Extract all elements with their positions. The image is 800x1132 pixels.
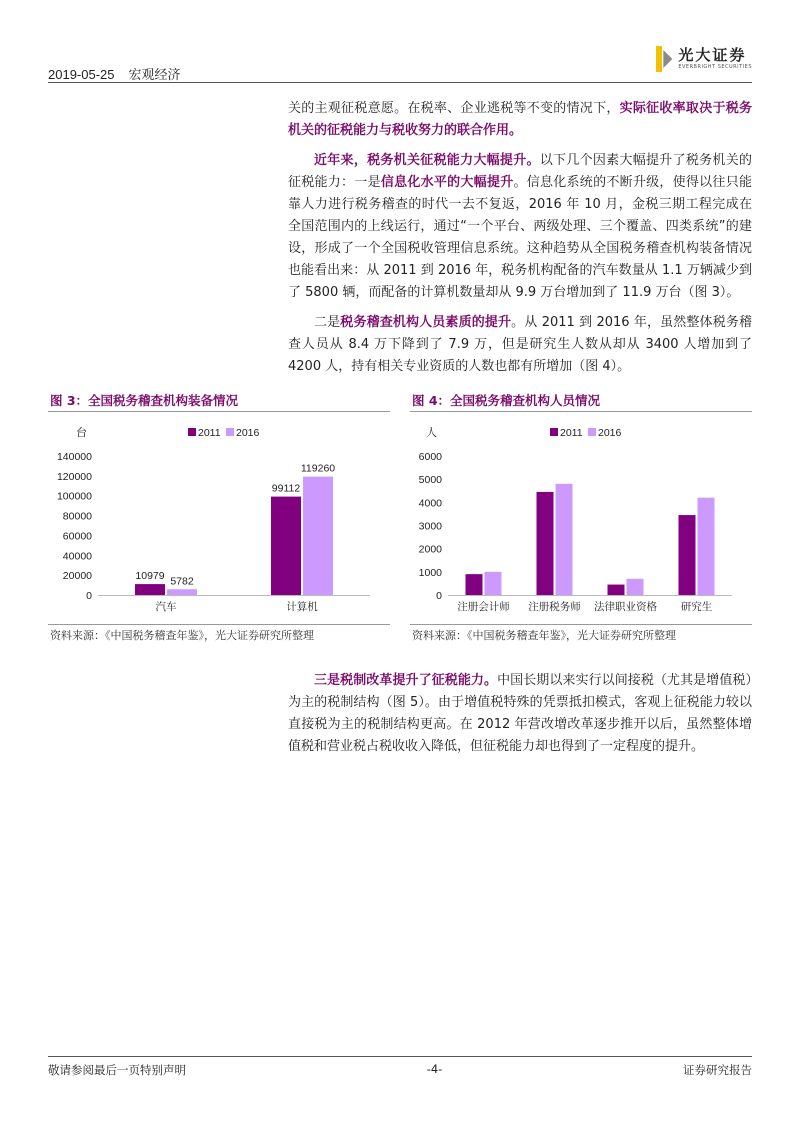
paragraph-1 [288,98,752,142]
report-category: 宏观经济 [128,67,181,82]
y-tick-label: 60000 [62,530,92,543]
figure4-chart [410,418,752,618]
x-tick-label: 法律职业资格 [594,601,657,613]
paragraph-2 [288,150,752,304]
para2-highlight-2: 信息化水平的大幅提升 [380,175,514,190]
footer-report-type: 证券研究报告 [683,1063,752,1077]
unit-label: 人 [426,427,437,439]
data-label: 10979 [135,570,165,583]
y-tick-label: 120000 [56,470,92,483]
legend-swatch-2016 [226,428,234,436]
para2-highlight-1: 近年来，税务机关征税能力大幅提升。 [314,153,540,168]
header-rule [48,82,752,83]
figure4-top-rule [410,411,752,412]
para2-text-1: 以下几个因素大幅提升了税务机关的征税能力：一是 [288,153,752,190]
legend-swatch-2016 [588,428,596,436]
bar-2011-注册会计师 [466,574,483,595]
figure3-chart [48,418,390,618]
figure3-chart-svg [48,418,390,618]
figure3-source: 资料来源：《中国税务稽查年鉴》，光大证券研究所整理 [50,629,314,642]
para4-highlight: 三是税制改革提升了征税能力。 [314,673,498,688]
paragraph-4 [288,670,752,758]
bar-2016-注册会计师 [485,572,502,595]
upper-body-text [288,98,752,386]
bar-2011-研究生 [679,515,696,595]
logo-text-cn: 光大证券 [678,46,747,64]
legend-label-2016: 2016 [236,427,260,439]
x-tick-label: 注册税务师 [528,601,581,613]
page-header [48,44,752,80]
x-tick-label: 汽车 [155,601,177,613]
page-number: -4- [426,1062,443,1076]
footer-rule [48,1056,752,1057]
brand-logo [656,46,752,72]
y-tick-label: 0 [86,590,92,602]
para4-text: 中国长期以来实行以间接税（尤其是增值税）为主的税制结构（图 5）。由于增值税特殊的凭票抵扣模式，客观上征税能力较以直接税为主的税制结构更高。在 2012 年营改增改革逐步推开以后，虽然整体增值税和营业税占税收收入降低，但征税能力却也得到了一定程度的提升。 [288,673,752,754]
data-label: 99112 [271,482,301,495]
y-tick-label: 40000 [62,550,92,563]
data-label: 119260 [300,462,336,475]
lower-body-text [288,670,752,766]
y-tick-label: 20000 [62,570,92,583]
x-tick-label: 注册会计师 [457,601,510,613]
y-tick-label: 3000 [418,520,442,533]
figure4-bottom-rule [410,624,752,625]
figure3-bottom-rule [48,624,390,625]
para3-text-2: 。从 2011 到 2016 年，虽然整体税务稽查人员从 8.4 万下降到了 7.9 万，但是研究生人数从却从 3400 人增加到了 4200 人，持有相关专业资质的人数也都有所增加（图 4）。 [288,315,752,374]
para3-text-1: 二是 [314,315,341,330]
bar-2011-法律职业资格 [608,585,625,595]
y-tick-label: 2000 [418,543,442,556]
data-label: 5782 [170,575,194,588]
unit-label: 台 [76,427,87,439]
y-tick-label: 100000 [56,490,92,503]
y-tick-label: 140000 [56,451,92,463]
paragraph-3 [288,312,752,378]
header-date-category [48,64,181,83]
y-tick-label: 80000 [62,510,92,523]
y-tick-label: 5000 [418,474,442,487]
bar-2016-法律职业资格 [627,579,644,595]
para1-highlight: 实际征收率取决于税务机关的征税能力与税收努力的联合作用。 [288,101,752,138]
x-tick-label: 研究生 [680,601,713,613]
bar-2011-汽车 [135,584,165,595]
para1-text: 关的主观征税意愿。在税率、企业逃税等不变的情况下， [288,101,620,116]
x-tick-label: 计算机 [286,601,318,613]
figure3-title: 图 3：全国税务稽查机构装备情况 [50,393,239,408]
y-tick-label: 0 [436,590,442,602]
figure3-top-rule [48,411,390,412]
logo-mark-icon [656,46,672,72]
legend-label-2011: 2011 [198,427,221,439]
legend-swatch-2011 [550,428,558,436]
y-tick-label: 6000 [418,451,442,463]
page-footer [48,1056,752,1078]
bar-2016-计算机 [303,477,333,595]
y-tick-label: 1000 [418,566,442,579]
bar-2011-计算机 [271,497,301,595]
legend-label-2011: 2011 [560,427,583,439]
figure4-chart-svg [410,418,752,618]
footer-disclaimer: 敬请参阅最后一页特别声明 [48,1063,186,1077]
report-date: 2019-05-25 [48,67,115,82]
logo-text-en: EVERBRIGHT SECURITIES [678,64,752,70]
y-tick-label: 4000 [418,497,442,510]
bar-2016-注册税务师 [556,484,573,595]
para3-highlight: 税务稽查机构人员素质的提升 [340,315,512,330]
legend-swatch-2011 [188,428,196,436]
bar-2016-研究生 [698,498,715,595]
figure4-title: 图 4：全国税务稽查机构人员情况 [412,393,601,408]
bar-2016-汽车 [167,589,197,595]
para2-text-2: 。信息化系统的不断升级，使得以往只能靠人力进行税务稽查的时代一去不复返，2016 年 10 月，金税三期工程完成在全国范围内的上线运行，通过“一个平台、两级处理、三个覆盖、四类系统”的建设，形成了一个全国税收管理信息系统。这种趋势从全国税务稽查机构装备情况也能看出来：从 2011 到 2016 年，税务机构配备的汽车数量从 1.1 万辆减少到了 5800 辆，而配备的计算机数量却从 9.9 万台增加到了 11.9 万台（图 3）。 [288,175,752,300]
legend-label-2016: 2016 [598,427,622,439]
bar-2011-注册税务师 [537,492,554,595]
figure4-source: 资料来源：《中国税务稽查年鉴》，光大证券研究所整理 [412,629,676,642]
